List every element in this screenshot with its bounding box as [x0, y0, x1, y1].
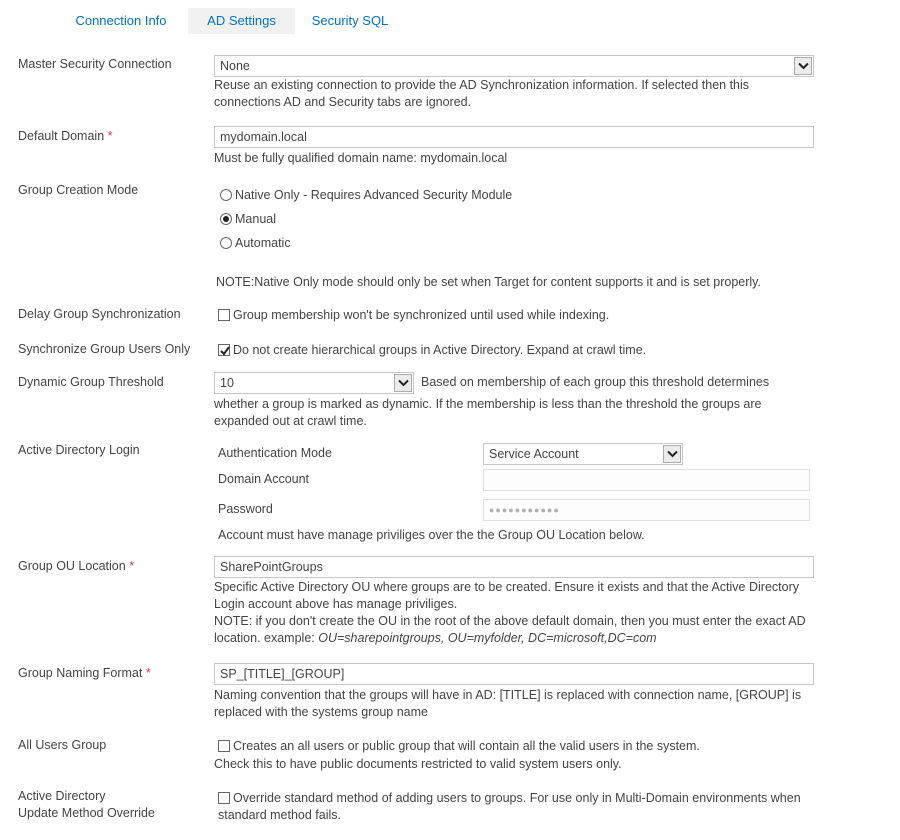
tab-ad-settings[interactable]: AD Settings: [188, 8, 295, 34]
update-override-label-2: Update Method Override: [18, 806, 155, 820]
update-override-label-1: Active Directory: [18, 789, 106, 803]
all-users-group-option[interactable]: [218, 738, 700, 754]
required-marker: *: [145, 666, 151, 680]
radio-icon[interactable]: [220, 189, 232, 201]
delay-sync-option[interactable]: [218, 307, 609, 323]
default-domain-value: mydomain.local: [220, 130, 307, 144]
dynamic-threshold-select[interactable]: [214, 372, 414, 394]
default-domain-label: [18, 128, 113, 144]
chevron-down-icon[interactable]: [663, 445, 681, 463]
sync-users-only-label: Synchronize Group Users Only: [18, 342, 191, 356]
naming-format-input[interactable]: [214, 663, 814, 685]
password-input[interactable]: [483, 499, 810, 521]
sync-users-only-text: Do not create hierarchical groups in Active Directory. Expand at crawl time.: [233, 343, 647, 357]
checkbox-icon[interactable]: [218, 309, 230, 321]
update-override-option[interactable]: [218, 790, 808, 824]
master-security-select[interactable]: [214, 55, 814, 77]
master-security-help: Reuse an existing connection to provide the AD Synchronization information. If selected then this connections AD and Security tabs are ignored.: [214, 78, 750, 109]
all-users-group-help: Check this to have public documents restricted to valid system users only.: [214, 757, 622, 771]
group-ou-label: [18, 558, 134, 574]
tab-connection-info[interactable]: Connection Info: [75, 13, 167, 28]
checkbox-icon[interactable]: [218, 792, 230, 804]
update-override-text: Override standard method of adding users to groups. For use only in Multi-Domain environments when standard method fails.: [218, 791, 801, 822]
radio-native-only-label: Native Only - Requires Advanced Security Module: [235, 188, 513, 202]
naming-format-help: Naming convention that the groups will have in AD: [TITLE] is replaced with connection name, [GROUP] is replaced with the systems group name: [214, 688, 802, 719]
all-users-group-label: All Users Group: [18, 738, 107, 752]
group-creation-note: NOTE:Native Only mode should only be set when Target for content supports it and is set properly.: [216, 275, 761, 289]
auth-mode-value: Service Account: [489, 447, 579, 461]
radio-native-only[interactable]: [220, 187, 512, 203]
group-ou-label-text: Group OU Location: [18, 559, 126, 573]
checkbox-checked-icon[interactable]: [218, 344, 230, 356]
required-marker: *: [107, 129, 113, 143]
ad-login-help: Account must have manage priviliges over the the Group OU Location below.: [218, 528, 645, 542]
default-domain-label-text: Default Domain: [18, 129, 105, 143]
auth-mode-label: Authentication Mode: [218, 446, 332, 460]
dynamic-threshold-label: Dynamic Group Threshold: [18, 375, 164, 389]
all-users-group-text: Creates an all users or public group that will contain all the valid users in the system.: [233, 739, 700, 753]
password-value: ●●●●●●●●●●●: [489, 505, 560, 515]
naming-format-label: [18, 665, 151, 681]
tab-security-sql[interactable]: Security SQL: [311, 13, 389, 28]
group-ou-example: OU=sharepointgroups, OU=myfolder, DC=microsoft,DC=com: [318, 631, 657, 645]
chevron-down-icon[interactable]: [394, 374, 412, 392]
group-ou-note-text: NOTE: if you don't create the OU in the root of the above default domain, then you must enter the exact AD location. example:: [214, 614, 806, 645]
master-security-label: Master Security Connection: [18, 57, 172, 71]
required-marker: *: [129, 559, 135, 573]
naming-format-value: SP_[TITLE]_[GROUP]: [220, 667, 345, 681]
radio-manual-label: Manual: [235, 212, 276, 226]
ad-login-label: Active Directory Login: [18, 443, 140, 457]
delay-sync-text: Group membership won't be synchronized until used while indexing.: [233, 308, 610, 322]
dynamic-threshold-value: 10: [220, 376, 234, 390]
group-ou-note: [214, 613, 814, 647]
domain-account-label: Domain Account: [218, 472, 310, 486]
radio-automatic[interactable]: [220, 235, 291, 251]
delay-sync-label: Delay Group Synchronization: [18, 307, 181, 321]
radio-automatic-label: Automatic: [235, 236, 291, 250]
group-ou-value: SharePointGroups: [220, 560, 323, 574]
dynamic-threshold-help-1: Based on membership of each group this threshold determines: [421, 375, 770, 389]
naming-format-label-text: Group Naming Format: [18, 666, 143, 680]
default-domain-help: Must be fully qualified domain name: mydomain.local: [214, 151, 508, 165]
checkbox-icon[interactable]: [218, 740, 230, 752]
radio-selected-icon[interactable]: [220, 213, 232, 225]
auth-mode-select[interactable]: [483, 443, 683, 465]
dynamic-threshold-help-2: whether a group is marked as dynamic. If the membership is less than the threshold the groups are expanded out at crawl time.: [214, 397, 762, 428]
group-ou-help: Specific Active Directory OU where groups are to be created. Ensure it exists and that the Active Directory Login account above has manage priviliges.: [214, 580, 799, 611]
group-ou-input[interactable]: [214, 556, 814, 578]
master-security-value: None: [220, 59, 250, 73]
radio-icon[interactable]: [220, 237, 232, 249]
domain-account-input[interactable]: [483, 469, 810, 491]
password-label: Password: [218, 502, 273, 516]
group-creation-mode-label: Group Creation Mode: [18, 183, 139, 197]
default-domain-input[interactable]: [214, 126, 814, 148]
sync-users-only-option[interactable]: [218, 342, 646, 358]
chevron-down-icon[interactable]: [794, 57, 812, 75]
radio-manual[interactable]: [220, 211, 276, 227]
